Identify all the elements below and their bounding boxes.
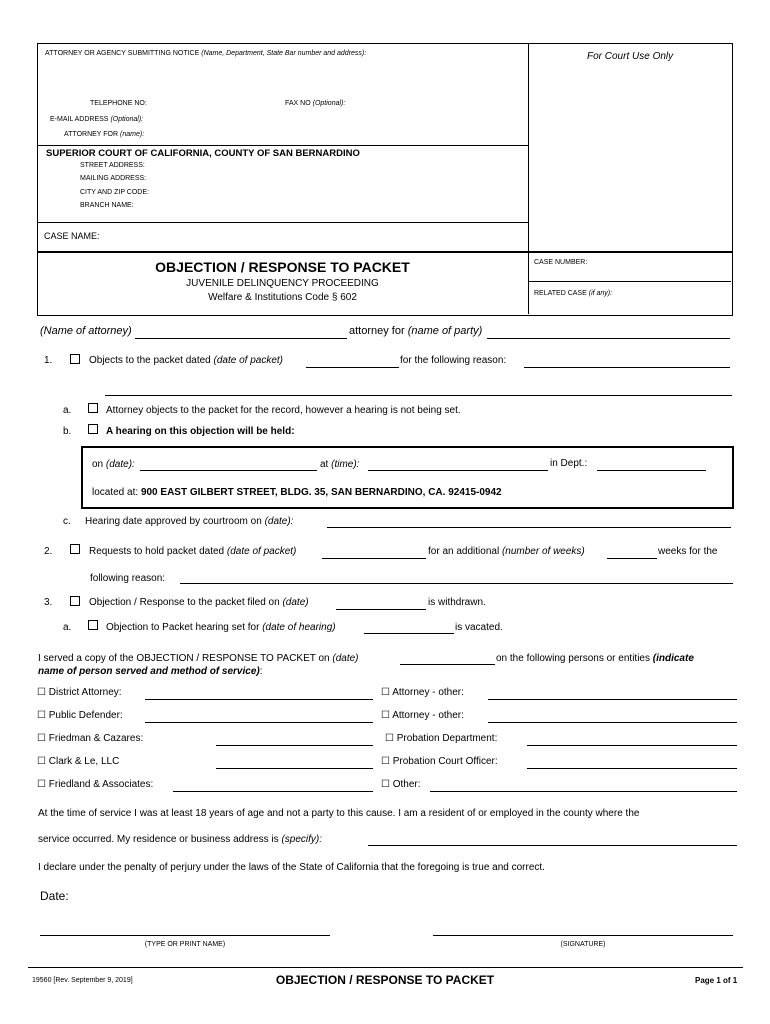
form-title: OBJECTION / RESPONSE TO PACKET — [155, 259, 410, 275]
item1c-label: c. — [63, 516, 71, 527]
form-subtitle-2: Welfare & Institutions Code § 602 — [208, 292, 357, 303]
other-field[interactable] — [430, 791, 737, 792]
item1b-checkbox[interactable] — [88, 424, 98, 434]
item2-reason-field[interactable] — [180, 583, 733, 584]
checkbox-glyph[interactable]: ☐ — [381, 687, 390, 698]
print-name-field[interactable] — [40, 935, 330, 936]
item1-reason-field-2[interactable] — [105, 395, 732, 396]
mailing-label: MAILING ADDRESS: — [80, 175, 147, 182]
item2-text: Requests to hold packet dated (date of packet) — [89, 546, 297, 557]
item2-checkbox[interactable] — [70, 544, 80, 554]
public-defender-field[interactable] — [145, 722, 373, 723]
date-label: Date: — [40, 889, 69, 903]
item2-reason-label: following reason: — [90, 573, 166, 584]
item3a-text: Objection to Packet hearing set for (date of hearing) — [106, 622, 336, 633]
court-divider-top — [37, 145, 528, 146]
item3-text: Objection / Response to the packet filed on (date) — [89, 597, 309, 608]
street-label: STREET ADDRESS: — [80, 162, 145, 169]
case-number-divider — [528, 251, 529, 314]
footer-title: OBJECTION / RESPONSE TO PACKET — [275, 973, 495, 987]
friedman-cazares-field[interactable] — [216, 745, 373, 746]
hearing-on-label: on (date): — [92, 459, 135, 470]
item1a-label: a. — [63, 405, 72, 416]
district-attorney-field[interactable] — [145, 699, 373, 700]
item2-weeks-for: weeks for the — [658, 546, 718, 557]
served-friedland-associates: ☐ Friedland & Associates: — [37, 779, 154, 790]
item1b-text: A hearing on this objection will be held: — [106, 426, 295, 437]
item2-date-field[interactable] — [322, 558, 426, 559]
residence-address-field[interactable] — [368, 845, 737, 846]
item1-number: 1. — [44, 355, 53, 366]
declaration-line-2: service occurred. My residence or business address is (specify): — [38, 834, 322, 845]
item2-number: 2. — [44, 546, 53, 557]
fax-label: FAX NO (Optional): — [285, 100, 346, 107]
attorney-other-2-field[interactable] — [488, 722, 737, 723]
court-name: SUPERIOR COURT OF CALIFORNIA, COUNTY OF SAN BERNARDINO — [46, 148, 360, 159]
checkbox-glyph[interactable]: ☐ — [37, 779, 46, 790]
email-label: E-MAIL ADDRESS (Optional): — [50, 116, 144, 123]
telephone-label: TELEPHONE NO: — [90, 100, 147, 107]
service-intro: I served a copy of the OBJECTION / RESPONSE TO PACKET on (date) — [38, 653, 359, 664]
related-case-divider — [528, 281, 731, 282]
branch-label: BRANCH NAME: — [80, 202, 134, 209]
city-label: CITY AND ZIP CODE: — [80, 189, 149, 196]
item1a-text: Attorney objects to the packet for the record, however a hearing is not being set. — [106, 405, 461, 416]
item1-reason-field[interactable] — [524, 367, 730, 368]
attorney-label: ATTORNEY OR AGENCY SUBMITTING NOTICE (Name, Department, State Bar number and address): — [45, 50, 367, 57]
served-public-defender: ☐ Public Defender: — [37, 710, 123, 721]
form-subtitle-1: JUVENILE DELINQUENCY PROCEEDING — [186, 278, 379, 289]
court-use-divider — [528, 43, 529, 251]
case-number-label: CASE NUMBER: — [534, 259, 588, 266]
hearing-at-label: at (time): — [320, 459, 360, 470]
checkbox-glyph[interactable]: ☐ — [37, 733, 46, 744]
checkbox-glyph[interactable]: ☐ — [37, 710, 46, 721]
perjury-statement: I declare under the penalty of perjury under the laws of the State of California that the foregoing is true and correct. — [38, 862, 545, 873]
declaration-line-1: At the time of service I was at least 18 years of age and not a party to this cause. I am a resident of or employed in the county where the — [38, 808, 640, 819]
clark-le-field[interactable] — [216, 768, 373, 769]
item3a-date-field[interactable] — [364, 633, 454, 634]
item3-withdrawn: is withdrawn. — [428, 597, 486, 608]
item1c-date-field[interactable] — [327, 527, 731, 528]
footer-rule — [28, 967, 743, 968]
checkbox-glyph[interactable]: ☐ — [381, 779, 390, 790]
case-name-divider — [37, 222, 528, 223]
form-number: 19560 [Rev. September 9, 2019] — [32, 977, 133, 984]
item3a-vacated: is vacated. — [455, 622, 503, 633]
item1b-label: b. — [63, 426, 72, 437]
item1c-text: Hearing date approved by courtroom on (date): — [85, 516, 294, 527]
friedland-associates-field[interactable] — [173, 791, 373, 792]
name-of-attorney-label: (Name of attorney) — [40, 325, 132, 337]
attorney-other-1-field[interactable] — [488, 699, 737, 700]
item2-weeks-field[interactable] — [607, 558, 657, 559]
signature-field[interactable] — [433, 935, 733, 936]
item3-date-field[interactable] — [336, 609, 426, 610]
served-district-attorney: ☐ District Attorney: — [37, 687, 122, 698]
item1-date-field[interactable] — [306, 367, 399, 368]
name-of-attorney-field[interactable] — [135, 338, 347, 339]
page-number: Page 1 of 1 — [695, 976, 738, 985]
item3a-label: a. — [63, 622, 72, 633]
checkbox-glyph[interactable]: ☐ — [37, 687, 46, 698]
item1a-checkbox[interactable] — [88, 403, 98, 413]
served-attorney-other-1: ☐ Attorney - other: — [381, 687, 464, 698]
hearing-date-field[interactable] — [140, 470, 317, 471]
served-probation-department: ☐ Probation Department: — [385, 733, 498, 744]
hearing-dept-field[interactable] — [597, 470, 706, 471]
service-indicate: name of person served and method of service): — [38, 666, 263, 677]
service-date-field[interactable] — [400, 664, 495, 665]
checkbox-glyph[interactable]: ☐ — [381, 756, 390, 767]
related-case-label: RELATED CASE (if any): — [534, 290, 613, 297]
probation-court-officer-field[interactable] — [527, 768, 737, 769]
probation-department-field[interactable] — [527, 745, 737, 746]
served-probation-court-officer: ☐ Probation Court Officer: — [381, 756, 498, 767]
court-use-only: For Court Use Only — [587, 51, 674, 62]
item2-additional: for an additional (number of weeks) — [428, 546, 585, 557]
checkbox-glyph[interactable]: ☐ — [37, 756, 46, 767]
attorney-for-label: ATTORNEY FOR (name): — [64, 131, 145, 138]
served-other: ☐ Other: — [381, 779, 421, 790]
checkbox-glyph[interactable]: ☐ — [385, 733, 394, 744]
served-clark-le: ☐ Clark & Le, LLC — [37, 756, 120, 767]
hearing-location: located at: 900 EAST GILBERT STREET, BLDG. 35, SAN BERNARDINO, CA. 92415-0942 — [92, 487, 502, 498]
print-name-caption: (TYPE OR PRINT NAME) — [144, 941, 226, 948]
served-friedman-cazares: ☐ Friedman & Cazares: — [37, 733, 144, 744]
item1-checkbox[interactable] — [70, 354, 80, 364]
item3-number: 3. — [44, 597, 53, 608]
hearing-time-field[interactable] — [368, 470, 548, 471]
checkbox-glyph[interactable]: ☐ — [381, 710, 390, 721]
hearing-box — [81, 446, 734, 509]
name-of-party-field[interactable] — [487, 338, 730, 339]
service-intro-tail: on the following persons or entities (indicate — [496, 653, 694, 664]
item1-reason-label: for the following reason: — [400, 355, 507, 366]
served-attorney-other-2: ☐ Attorney - other: — [381, 710, 464, 721]
signature-caption: (SIGNATURE) — [560, 941, 606, 948]
case-name-label: CASE NAME: — [44, 231, 100, 241]
item1-text: Objects to the packet dated (date of packet) — [89, 355, 284, 366]
item3a-checkbox[interactable] — [88, 620, 98, 630]
item3-checkbox[interactable] — [70, 596, 80, 606]
hearing-dept-label: in Dept.: — [550, 458, 588, 469]
attorney-for-text: attorney for (name of party) — [349, 325, 483, 337]
